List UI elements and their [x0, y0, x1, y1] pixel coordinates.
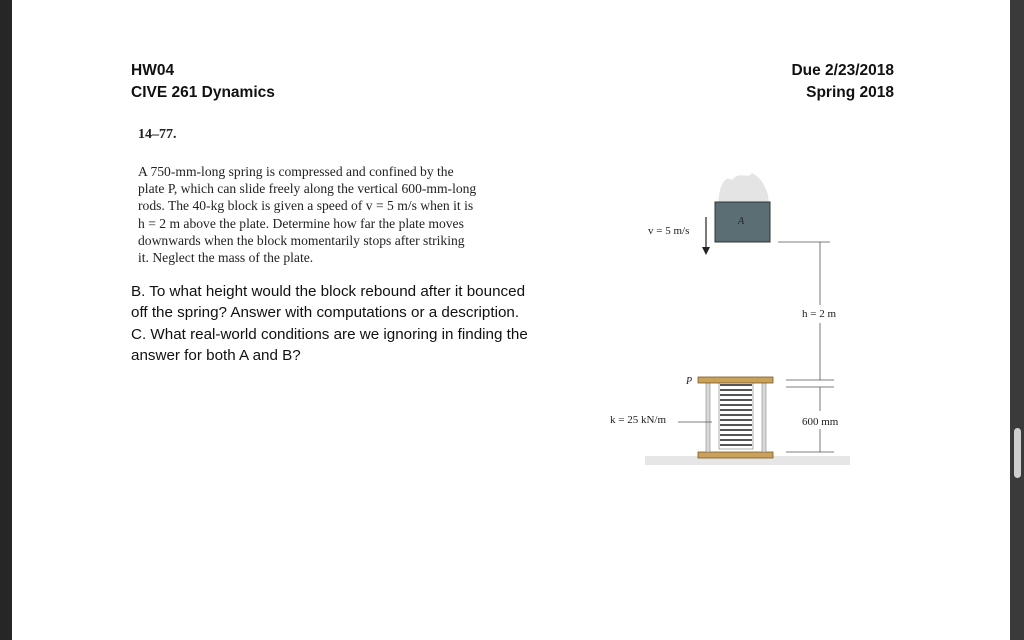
problem-statement: A 750-mm-long spring is compressed and confined by the plate P, which can slide freely along the vertical 600-mm-long rods. The 40-kg block is given a speed of v = 5 m/s when it is h = 2 m above the plate. Determine how far the plate moves downwards when the block momentarily stops after striking it. Neglect the mass of the plate. — [138, 164, 477, 266]
term: Spring 2018 — [806, 84, 894, 101]
stiffness-label: k = 25 kN/m — [610, 414, 667, 426]
spring-block-figure — [590, 165, 870, 465]
window-left-edge — [0, 0, 12, 640]
scrollbar-track[interactable] — [1010, 0, 1024, 640]
follow-up-questions: B. To what height would the block rebound after it bounced off the spring? Answer with computations or a description. C. What real-world conditions are we ignoring in finding the answer for both A and B? — [131, 283, 528, 365]
velocity-label: v = 5 m/s — [648, 225, 690, 237]
scrollbar-thumb[interactable] — [1014, 428, 1021, 478]
spring — [720, 385, 752, 445]
problem-number: 14–77. — [138, 127, 177, 142]
height-label: h = 2 m — [802, 308, 837, 320]
block-label: A — [737, 216, 745, 227]
velocity-arrowhead — [702, 247, 710, 255]
rod-length-label: 600 mm — [802, 416, 839, 428]
course-name: CIVE 261 Dynamics — [131, 84, 275, 101]
plate-p — [698, 377, 773, 383]
due-date: Due 2/23/2018 — [791, 62, 894, 79]
plate-label: P — [686, 376, 693, 387]
left-rod — [706, 382, 710, 452]
homework-title: HW04 — [131, 62, 175, 79]
right-rod — [762, 382, 766, 452]
base-plate — [698, 452, 773, 458]
